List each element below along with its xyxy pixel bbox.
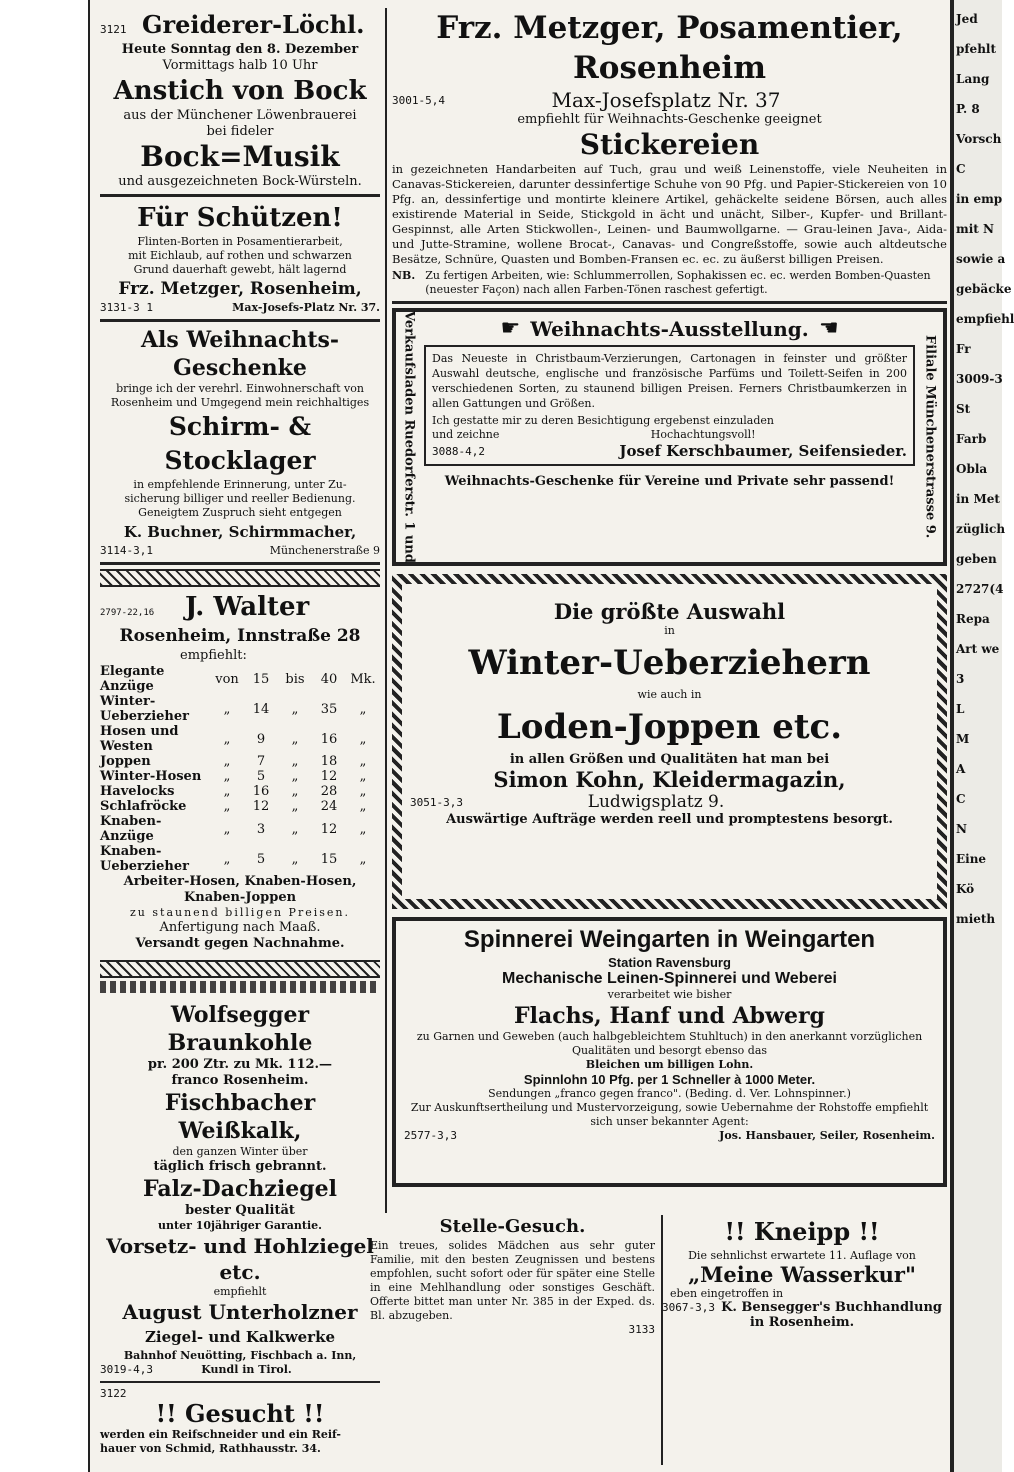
ad-headline: Anstich von Bock bbox=[113, 76, 367, 106]
ad-number: 3088-4,2 bbox=[432, 444, 485, 458]
edge-fragment: mit N bbox=[956, 222, 994, 236]
edge-fragment: Kö bbox=[956, 882, 975, 896]
item-name: Knaben-Ueberzieher bbox=[100, 844, 189, 874]
ad-footer: Weihnachts-Geschenke für Vereine und Private sehr passend! bbox=[444, 474, 895, 489]
price-row bbox=[100, 784, 380, 799]
item-name: Hosen und Westen bbox=[100, 724, 179, 754]
price-sep: „ bbox=[291, 701, 299, 717]
price-prefix: „ bbox=[223, 784, 231, 799]
price-unit: „ bbox=[359, 821, 367, 837]
edge-fragment: M bbox=[956, 732, 970, 746]
ad-number: 3001-5,4 bbox=[392, 93, 445, 107]
price-sep: „ bbox=[291, 851, 299, 867]
ornament-border bbox=[100, 960, 380, 978]
ad-number: 3131-3 1 bbox=[100, 301, 153, 314]
ad-signature: Josef Kerschbaumer, Seifensieder. bbox=[619, 442, 907, 460]
price-unit: „ bbox=[359, 731, 367, 747]
edge-fragment: geben bbox=[956, 552, 997, 566]
ad-walter bbox=[100, 590, 380, 952]
nb-label: NB. bbox=[392, 269, 416, 282]
ad-headline: Loden-Joppen etc. bbox=[496, 707, 843, 747]
edge-fragment: Farb bbox=[956, 432, 987, 446]
pointing-hand-icon: ☛ bbox=[500, 316, 521, 341]
ad-line: täglich frisch gebrannt. bbox=[153, 1159, 327, 1174]
ad-schuetzen bbox=[100, 201, 380, 315]
ad-address: Max-Josefsplatz Nr. 37 bbox=[551, 88, 781, 112]
ad-stelle-gesuch bbox=[370, 1215, 663, 1465]
ad-headline: Winter-Ueberziehern bbox=[468, 643, 871, 683]
ad-line: Bahnhof Neuötting, Fischbach a. Inn, bbox=[123, 1349, 357, 1362]
price-prefix: „ bbox=[223, 769, 231, 784]
ad-metzger bbox=[392, 8, 947, 297]
ad-line: Bleichen um billigen Lohn. bbox=[585, 1058, 754, 1071]
price-table bbox=[100, 664, 380, 874]
divider bbox=[100, 562, 380, 565]
edge-fragment: Lang bbox=[956, 72, 990, 86]
right-vertical-text bbox=[919, 312, 941, 562]
ad-number: 3133 bbox=[628, 1323, 655, 1336]
ad-line: Sendungen „franco gegen franco". (Beding. d. Ver. Lohnspinner.) bbox=[488, 1087, 851, 1100]
ad-headline: „Meine Wasserkur" bbox=[688, 1262, 916, 1287]
item-name: Elegante Anzüge bbox=[100, 664, 165, 694]
ad-line: Arbeiter-Hosen, Knaben-Hosen, bbox=[123, 874, 357, 889]
ad-line: Mechanische Leinen-Spinnerei und Weberei bbox=[502, 970, 837, 987]
price-prefix: „ bbox=[223, 821, 231, 837]
ad-line: in empfehlende Erinnerung, unter Zu- bbox=[133, 478, 347, 491]
ad-kneipp bbox=[662, 1215, 942, 1331]
edge-fragment: C bbox=[956, 792, 966, 806]
ad-title: Spinnerei Weingarten in Weingarten bbox=[463, 926, 876, 953]
price-from: 5 bbox=[256, 851, 266, 867]
ad-number: 3051-3,3 bbox=[410, 795, 463, 809]
edge-fragment: in Met bbox=[956, 492, 1000, 506]
ad-headline: Fischbacher Weißkalk, bbox=[164, 1090, 316, 1144]
edge-fragment: empfiehl bbox=[956, 312, 1014, 326]
ad-line: Frz. Metzger, Rosenheim, bbox=[118, 279, 362, 299]
price-unit: „ bbox=[359, 769, 367, 784]
ad-headline: Stickereien bbox=[579, 128, 760, 161]
ad-line: Auswärtige Aufträge werden reell und promptestens besorgt. bbox=[446, 812, 893, 827]
ad-line: Anfertigung nach Maaß. bbox=[159, 920, 321, 935]
ad-title: Frz. Metzger, Posamentier, Rosenheim bbox=[436, 10, 903, 86]
item-name: Schlafröcke bbox=[100, 799, 187, 814]
price-to: 18 bbox=[320, 754, 338, 769]
price-row bbox=[100, 769, 380, 784]
ad-line: Grund dauerhaft gewebt, hält lagernd bbox=[133, 263, 347, 276]
ad-number: 3067-3,3 bbox=[662, 1301, 715, 1314]
price-prefix: „ bbox=[223, 851, 231, 867]
ad-address: Ludwigsplatz 9. bbox=[587, 792, 725, 812]
price-from: 16 bbox=[252, 784, 270, 799]
ad-title: Wolfsegger Braunkohle bbox=[167, 1002, 313, 1056]
ad-line: Die sehnlichst erwartete 11. Auflage von bbox=[688, 1249, 916, 1262]
price-to: 24 bbox=[320, 799, 338, 814]
item-name: Winter-Hosen bbox=[100, 769, 202, 784]
ad-line: mit Eichlaub, auf rothen und schwarzen bbox=[128, 249, 352, 262]
edge-fragment: Art we bbox=[956, 642, 1000, 656]
ad-unterholzner bbox=[100, 1001, 380, 1377]
ad-line: Heute Sonntag den 8. Dezember bbox=[121, 42, 359, 57]
ad-line: Geneigtem Zuspruch sieht entgegen bbox=[138, 506, 342, 519]
ad-line: sicherung billiger und reeller Bedienung. bbox=[124, 492, 356, 505]
ornament-border bbox=[100, 981, 380, 993]
price-to: 40 bbox=[320, 671, 338, 687]
binding-gutter bbox=[0, 0, 88, 1472]
nb-text: Zu fertigen Arbeiten, wie: Schlummerrollen, Sophakissen ec. ec. werden Bomben-Quasten (neuester Façon) nach allen Farben-Tönen raschest gefertigt. bbox=[425, 269, 931, 296]
edge-fragment: pfehlt bbox=[956, 42, 997, 56]
ad-headline: Bock=Musik bbox=[140, 140, 340, 173]
ad-line: in Rosenheim. bbox=[749, 1315, 855, 1330]
ad-line: Simon Kohn, Kleidermagazin, bbox=[493, 767, 846, 792]
ad-line: K. Bensegger's Buchhandlung bbox=[721, 1300, 942, 1315]
price-prefix: von bbox=[215, 671, 239, 687]
left-column bbox=[100, 8, 380, 1468]
price-sep: „ bbox=[291, 754, 299, 769]
ad-line: Flinten-Borten in Posamentierarbeit, bbox=[137, 235, 343, 248]
price-row bbox=[100, 844, 380, 874]
ad-title: !! Kneipp !! bbox=[724, 1217, 880, 1246]
ad-address: Max-Josefs-Platz Nr. 37. bbox=[232, 301, 380, 314]
edge-fragment: Vorsch bbox=[956, 132, 1002, 146]
ad-line: bei fideler bbox=[206, 124, 274, 139]
ad-line: Versandt gegen Nachnahme. bbox=[135, 936, 345, 951]
ad-number: 3122 bbox=[100, 1387, 127, 1400]
ad-body: zu Garnen und Geweben (auch halbgebleichtem Stuhltuch) in den anerkannt vorzüglichen Qualitäten und besorgt ebenso das bbox=[416, 1030, 923, 1057]
ad-body: Ein treues, solides Mädchen aus sehr guter Familie, mit den besten Zeugnissen und bestens empfohlen, sucht sofort oder für später eine Stelle in eine Mehlhandlung oder sonstiges Geschäft. Offerte bittet man unter Nr. 385 in der Exped. ds. Bl. abzugeben. bbox=[370, 1239, 655, 1322]
price-row bbox=[100, 754, 380, 769]
ad-buchner bbox=[100, 326, 380, 558]
ad-line: werden ein Reifschneider und ein Reif- bbox=[100, 1428, 341, 1441]
item-name: Havelocks bbox=[100, 784, 175, 799]
ad-line: Vormittags halb 10 Uhr bbox=[162, 58, 318, 73]
ad-line: eben eingetroffen in bbox=[670, 1287, 784, 1300]
price-row bbox=[100, 664, 380, 694]
ad-line: und zeichne bbox=[432, 428, 500, 441]
ad-headline: Flachs, Hanf und Abwerg bbox=[514, 1003, 825, 1029]
ad-number: 2797-22,16 bbox=[100, 608, 155, 618]
ad-title: Stelle-Gesuch. bbox=[439, 1216, 586, 1237]
ad-address: Münchenerstraße 9 bbox=[269, 544, 380, 557]
ad-line: empfiehlt bbox=[213, 1285, 267, 1298]
price-from: 3 bbox=[256, 821, 266, 837]
edge-fragment: Fr bbox=[956, 342, 971, 356]
price-unit: „ bbox=[359, 851, 367, 867]
ad-line: hauer von Schmid, Rathhausstr. 34. bbox=[100, 1442, 321, 1455]
ad-line: Die größte Auswahl bbox=[553, 599, 786, 624]
edge-fragment: züglich bbox=[956, 522, 1006, 536]
ad-line: franco Rosenheim. bbox=[171, 1073, 309, 1088]
ad-headline: Falz-Dachziegel bbox=[143, 1176, 337, 1202]
price-to: 16 bbox=[320, 731, 338, 747]
ad-headline: August Unterholzner bbox=[122, 1300, 358, 1324]
adjacent-page-edge bbox=[952, 0, 1014, 1472]
ad-signature: Jos. Hansbauer, Seiler, Rosenheim. bbox=[719, 1129, 935, 1142]
edge-fragment: L bbox=[956, 702, 965, 716]
price-from: 14 bbox=[252, 701, 270, 717]
ad-number: 3114-3,1 bbox=[100, 544, 153, 557]
ad-line: Ich gestatte mir zu deren Besichtigung ergebenst einzuladen bbox=[432, 414, 774, 427]
ad-title: J. Walter bbox=[184, 592, 310, 622]
ad-headline: Vorsetz- und Hohlziegel etc. bbox=[106, 1234, 374, 1284]
price-from: 12 bbox=[252, 799, 270, 814]
ad-line: unter 10jähriger Garantie. bbox=[158, 1219, 322, 1232]
ad-line: Knaben-Joppen bbox=[183, 890, 297, 905]
edge-fragment: sowie a bbox=[956, 252, 1006, 266]
price-from: 15 bbox=[252, 671, 270, 687]
vertical-label: Verkaufsladen Ruedorferstr. 1 und bbox=[401, 311, 417, 563]
price-to: 28 bbox=[320, 784, 338, 799]
edge-fragment: Jed bbox=[956, 12, 978, 26]
ad-title: Für Schützen! bbox=[137, 203, 343, 233]
ad-body: in gezeichneten Handarbeiten auf Tuch, grau und weiß Leinenstoffe, viele Neuheiten in Canavas-Stickereien, darunter dessinfertige Schuhe von 90 Pfg. und Papier-Stickereien von 10 Pfg. an, dessinfertige und montirte kleinere Artikel, gehäckelte seidene Börsen, auch alles existirende Material in Seide, Stickgold in ächt und unächt, Silber-, Kupfer- und Brillant-Gespinnst, alle Arten Stickwollen-, Leinen- und Baumwollgarne. — Grau-leinen Java-, Aida- und Jutte-Stramine, wollene Brocat-, Canavas- und Congreßstoffe, sowie auch altdeutsche Besätze, Schnüre, Quasten und Bomben-Fransen ec. ec. zu äußerst billigen Preisen. bbox=[392, 162, 947, 266]
ad-greiderer bbox=[100, 8, 380, 190]
ornament-border bbox=[100, 569, 380, 587]
edge-fragment: Eine bbox=[956, 852, 987, 866]
price-prefix: „ bbox=[223, 701, 231, 717]
price-to: 12 bbox=[320, 821, 338, 837]
edge-fragment: N bbox=[956, 822, 967, 836]
price-row bbox=[100, 814, 380, 844]
price-to: 15 bbox=[320, 851, 338, 867]
inner-box bbox=[424, 345, 915, 466]
ad-line: Ziegel- und Kalkwerke bbox=[144, 1328, 336, 1346]
ad-number: 3019-4,3 bbox=[100, 1363, 153, 1376]
price-sep: „ bbox=[291, 784, 299, 799]
ad-line: Rosenheim, Innstraße 28 bbox=[119, 626, 361, 646]
ad-gesucht bbox=[100, 1387, 380, 1456]
price-prefix: „ bbox=[223, 799, 231, 814]
edge-fragment: St bbox=[956, 402, 971, 416]
ad-line: Station Ravensburg bbox=[608, 955, 731, 970]
ad-line: Hochachtungsvoll! bbox=[650, 428, 756, 441]
ad-line: Spinnlohn 10 Pfg. per 1 Schneller à 1000 Meter. bbox=[523, 1072, 816, 1087]
price-from: 5 bbox=[256, 769, 266, 784]
ad-line: aus der Münchener Löwenbrauerei bbox=[123, 108, 357, 123]
ad-number: 2577-3,3 bbox=[404, 1129, 457, 1142]
ad-line: in allen Größen und Qualitäten hat man bei bbox=[509, 752, 830, 767]
ad-line: verarbeitet wie bisher bbox=[607, 988, 732, 1001]
divider bbox=[100, 194, 380, 197]
left-vertical-text bbox=[398, 312, 420, 562]
item-name: Knaben-Anzüge bbox=[100, 814, 162, 844]
ad-line: zu staunend billigen Preisen. bbox=[130, 906, 350, 919]
price-to: 35 bbox=[320, 701, 338, 717]
price-unit: „ bbox=[359, 784, 367, 799]
ad-line: in bbox=[664, 624, 675, 637]
ad-line: Kundl in Tirol. bbox=[201, 1363, 292, 1376]
edge-fragment: 3 bbox=[956, 672, 965, 686]
edge-fragment: in emp bbox=[956, 192, 1003, 206]
edge-fragment: Repa bbox=[956, 612, 990, 626]
price-from: 7 bbox=[256, 754, 266, 769]
edge-fragment: C bbox=[956, 162, 966, 176]
price-row bbox=[100, 694, 380, 724]
price-unit: „ bbox=[359, 701, 367, 717]
item-name: Joppen bbox=[100, 754, 151, 769]
ad-kohn bbox=[392, 574, 947, 909]
edge-fragment: 3009-3 bbox=[956, 372, 1003, 386]
edge-fragment: Obla bbox=[956, 462, 988, 476]
price-unit: Mk. bbox=[350, 671, 376, 687]
divider bbox=[392, 301, 947, 304]
ad-headline: Schirm- & Stocklager bbox=[164, 412, 316, 475]
edge-fragment: gebäcke bbox=[956, 282, 1012, 296]
ad-line: bringe ich der verehrl. Einwohnerschaft von bbox=[116, 382, 364, 395]
edge-fragment: P. 8 bbox=[956, 102, 980, 116]
divider bbox=[100, 1381, 380, 1383]
price-prefix: „ bbox=[223, 754, 231, 769]
edge-fragment: A bbox=[956, 762, 966, 776]
ad-title: !! Gesucht !! bbox=[155, 1399, 325, 1428]
divider bbox=[100, 319, 380, 322]
price-unit: „ bbox=[359, 799, 367, 814]
ad-line: Zur Auskunftsertheilung und Mustervorzeigung, sowie Uebernahme der Rohstoffe empfiehlt sich unser bekannter Agent: bbox=[410, 1101, 929, 1128]
ad-line: den ganzen Winter über bbox=[172, 1145, 308, 1158]
pointing-hand-icon: ☛ bbox=[818, 316, 839, 341]
price-sep: „ bbox=[291, 769, 299, 784]
ad-line: Rosenheim und Umgegend mein reichhaltiges bbox=[110, 396, 370, 409]
edge-fragment: 2727(4 bbox=[956, 582, 1004, 596]
item-name: Winter-Ueberzieher bbox=[100, 694, 189, 724]
ad-title: Weihnachts-Ausstellung. bbox=[530, 316, 809, 341]
ad-line: K. Buchner, Schirmmacher, bbox=[123, 523, 357, 541]
column-divider bbox=[385, 8, 387, 1213]
price-sep: „ bbox=[291, 799, 299, 814]
ad-line: empfiehlt für Weihnachts-Geschenke geeignet bbox=[517, 112, 822, 127]
ad-weingarten bbox=[392, 917, 947, 1187]
ad-line: wie auch in bbox=[637, 688, 702, 701]
price-sep: „ bbox=[291, 821, 299, 837]
edge-fragment: mieth bbox=[956, 912, 996, 926]
ad-line: bester Qualität bbox=[185, 1203, 295, 1218]
ad-line: und ausgezeichneten Bock-Würsteln. bbox=[118, 174, 362, 189]
price-from: 9 bbox=[256, 731, 266, 747]
vertical-label: Filiale Münchenerstrasse 9. bbox=[922, 335, 938, 539]
price-prefix: „ bbox=[223, 731, 231, 747]
ad-line: pr. 200 Ztr. zu Mk. 112.— bbox=[147, 1057, 333, 1072]
price-to: 12 bbox=[320, 769, 338, 784]
price-row bbox=[100, 799, 380, 814]
ad-body: Das Neueste in Christbaum-Verzierungen, Cartonagen in feinster und größter Auswahl deutsche, englische und französische Parfüms und Toilett-Seifen in 200 verschiedenen Sorten, zu staunend billigen Preisen. Ferners Christbaumkerzen in allen Gattungen und Größen. bbox=[432, 352, 907, 410]
ad-title: Als Weihnachts-Geschenke bbox=[140, 327, 340, 381]
ad-line: empfiehlt: bbox=[180, 648, 247, 663]
price-sep: bis bbox=[285, 671, 305, 687]
price-row bbox=[100, 724, 380, 754]
ad-kerschbaumer bbox=[392, 308, 947, 566]
price-sep: „ bbox=[291, 731, 299, 747]
ad-number: 3121 bbox=[100, 23, 127, 36]
price-unit: „ bbox=[359, 754, 367, 769]
ad-title: Greiderer-Löchl. bbox=[141, 10, 365, 39]
